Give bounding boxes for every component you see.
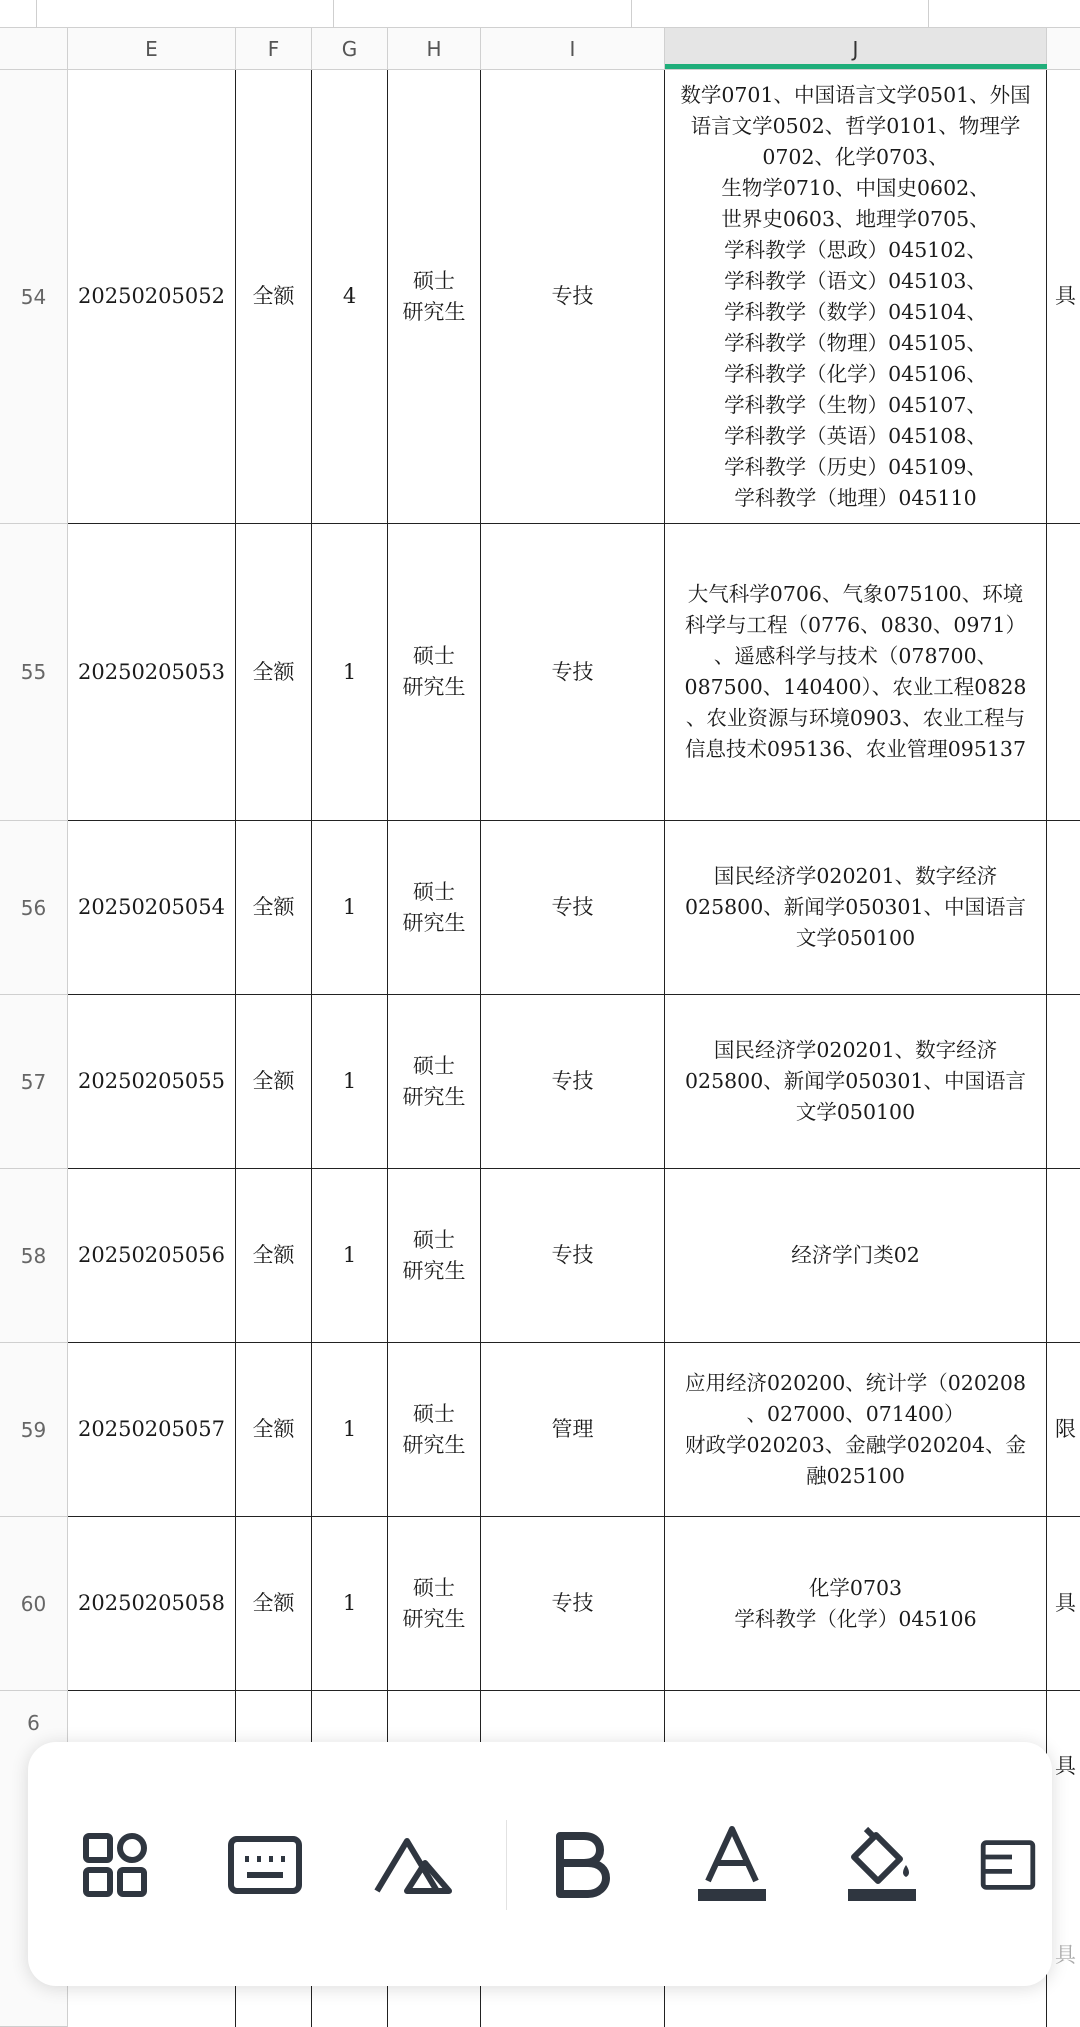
cell-text: 1 <box>342 895 357 919</box>
cell-g[interactable] <box>312 821 388 995</box>
cell-f[interactable] <box>236 1517 312 1691</box>
column-header-g[interactable]: G <box>312 28 388 70</box>
cell-k[interactable] <box>1047 1169 1080 1343</box>
cell-text: 硕士 研究生 <box>402 1053 466 1109</box>
cell-e[interactable] <box>68 995 236 1169</box>
cell-text: 限 <box>1055 1417 1076 1441</box>
cell-e[interactable] <box>68 1169 236 1343</box>
cell-j[interactable] <box>665 995 1047 1169</box>
cell-i[interactable] <box>481 821 665 995</box>
cell-g[interactable] <box>312 1343 388 1517</box>
row-number[interactable]: 57 <box>0 995 68 1169</box>
cell-f[interactable] <box>236 821 312 995</box>
bold-icon[interactable] <box>542 1825 622 1905</box>
cell-text: 全额 <box>252 1591 295 1615</box>
cell-e[interactable] <box>68 1517 236 1691</box>
cell-text: 全额 <box>252 895 295 919</box>
top-cell-border <box>928 0 929 28</box>
cell-text: 专技 <box>551 1069 594 1093</box>
cell-k[interactable] <box>1047 524 1080 821</box>
cell-text: 数学0701、中国语言文学0501、外国 语言文学0502、哲学0101、物理学 0702、化学0703、 生物学0710、中国史0602、 世界史0603、地理学0705、 学科教学（思政）045102、 学科教学（语文）045103、 学科教学（数学）045104、 学科教学（物理）045105、 学科教学（化学）045106、 学科教学（生物）045107、 学科教学（英语）045108、 学科教学（历史）045109、 学科教学（地理）045110 <box>680 82 1031 510</box>
column-header-e[interactable]: E <box>68 28 236 70</box>
cell-text: 专技 <box>551 284 594 308</box>
cell-text: 1 <box>342 1243 357 1267</box>
cell-text: 经济学门类02 <box>791 1243 920 1267</box>
cell-j[interactable] <box>665 821 1047 995</box>
cell-text: 专技 <box>551 895 594 919</box>
cell-h[interactable] <box>388 70 481 524</box>
cell-text: 具 <box>1055 284 1076 308</box>
cell-h[interactable] <box>388 821 481 995</box>
row-number[interactable]: 60 <box>0 1517 68 1691</box>
cell-i[interactable] <box>481 70 665 524</box>
top-cell-border <box>631 0 632 28</box>
cell-f[interactable] <box>236 1343 312 1517</box>
cell-h[interactable] <box>388 995 481 1169</box>
column-header-i[interactable]: I <box>481 28 665 70</box>
cell-h[interactable] <box>388 1169 481 1343</box>
cell-j[interactable] <box>665 1169 1047 1343</box>
cell-i[interactable] <box>481 995 665 1169</box>
cell-text: 国民经济学020201、数字经济 025800、新闻学050301、中国语言 文学050100 <box>684 1038 1026 1124</box>
row-number[interactable]: 6 <box>0 1691 68 2027</box>
cell-text: 专技 <box>551 659 594 684</box>
cell-k[interactable] <box>1047 821 1080 995</box>
column-header-f[interactable]: F <box>236 28 312 70</box>
cell-text: 专技 <box>551 1591 594 1615</box>
cell-text: 20250205055 <box>78 1069 225 1093</box>
cell-h[interactable] <box>388 1517 481 1691</box>
cell-text: 20250205057 <box>78 1417 225 1441</box>
cell-j[interactable] <box>665 70 1047 524</box>
cell-text: 20250205053 <box>78 659 225 684</box>
select-all-corner[interactable] <box>0 28 68 70</box>
column-header-h[interactable]: H <box>388 28 481 70</box>
cell-f[interactable] <box>236 1169 312 1343</box>
cell-i[interactable] <box>481 1343 665 1517</box>
cell-j[interactable] <box>665 524 1047 821</box>
cell-text: 1 <box>342 659 357 684</box>
cell-text: 全额 <box>252 1243 295 1267</box>
top-cell-border <box>333 0 334 28</box>
cell-text: 硕士 研究生 <box>402 644 466 699</box>
keyboard-icon[interactable] <box>225 1825 305 1905</box>
row-number[interactable]: 54 <box>0 70 68 524</box>
cell-text: 硕士 研究生 <box>402 1575 466 1631</box>
cell-text: 全额 <box>252 1417 295 1441</box>
column-header-j[interactable]: J <box>665 28 1047 70</box>
cell-h[interactable] <box>388 1343 481 1517</box>
cell-text: 具 <box>1055 1754 1076 1778</box>
cell-k[interactable] <box>1047 995 1080 1169</box>
cell-text: 20250205052 <box>78 284 225 308</box>
row-number[interactable]: 56 <box>0 821 68 995</box>
cell-g[interactable] <box>312 1169 388 1343</box>
cell-text: 全额 <box>252 1069 295 1093</box>
cell-text: 化学0703 学科教学（化学）045106 <box>734 1575 977 1631</box>
cell-k[interactable] <box>1047 70 1080 524</box>
cell-g[interactable] <box>312 1517 388 1691</box>
cell-text: 1 <box>342 1069 357 1093</box>
column-header-k[interactable] <box>1047 28 1080 70</box>
cell-text: 硕士 研究生 <box>402 268 466 324</box>
cell-text: 20250205056 <box>78 1243 225 1267</box>
cell-f[interactable] <box>236 995 312 1169</box>
cell-i[interactable] <box>481 1169 665 1343</box>
format-cell-icon[interactable] <box>980 1825 1036 1905</box>
cell-text: 20250205054 <box>78 895 225 919</box>
cell-k[interactable] <box>1047 1343 1080 1517</box>
cell-j[interactable] <box>665 1343 1047 1517</box>
cell-h[interactable] <box>388 524 481 821</box>
cell-text: 国民经济学020201、数字经济 025800、新闻学050301、中国语言 文学050100 <box>684 864 1026 950</box>
row-number[interactable]: 58 <box>0 1169 68 1343</box>
cell-g[interactable] <box>312 524 388 821</box>
cell-text: 4 <box>342 284 357 308</box>
cell-e[interactable] <box>68 821 236 995</box>
fill-color-icon[interactable] <box>842 1825 922 1905</box>
cell-e[interactable] <box>68 524 236 821</box>
cell-text: 20250205058 <box>78 1591 225 1615</box>
cell-text: 硕士 研究生 <box>402 1227 466 1283</box>
top-row-divider <box>0 0 1080 28</box>
cell-text: 专技 <box>551 1243 594 1267</box>
cell-text: 硕士 研究生 <box>402 1401 466 1457</box>
top-cell-border <box>36 0 37 28</box>
cell-i[interactable] <box>481 524 665 821</box>
apps-grid-icon[interactable] <box>75 1825 155 1905</box>
cell-k[interactable] <box>1047 1517 1080 1691</box>
cell-e[interactable] <box>68 70 236 524</box>
cell-text: 全额 <box>252 659 295 684</box>
active-column-indicator <box>665 64 1047 69</box>
cell-text: 具 <box>1055 1591 1076 1615</box>
cell-text: 全额 <box>252 284 295 308</box>
cell-text: 管理 <box>551 1417 594 1441</box>
cell-f[interactable] <box>236 70 312 524</box>
cell-text: 硕士 研究生 <box>402 879 466 935</box>
row-number[interactable]: 59 <box>0 1343 68 1517</box>
font-color-icon[interactable] <box>692 1825 772 1905</box>
clear-format-icon[interactable] <box>373 1825 453 1905</box>
cell-g[interactable] <box>312 70 388 524</box>
cell-i[interactable] <box>481 1517 665 1691</box>
toolbar-separator <box>506 1820 507 1910</box>
row-number[interactable]: 55 <box>0 524 68 821</box>
cell-text: 具 <box>1055 1943 1076 1967</box>
cell-text: 1 <box>342 1591 357 1615</box>
cell-e[interactable] <box>68 1343 236 1517</box>
cell-f[interactable] <box>236 524 312 821</box>
cell-text: 应用经济020200、统计学（020208 、027000、071400） 财政学020203、金融学020204、金 融025100 <box>684 1370 1026 1488</box>
cell-g[interactable] <box>312 995 388 1169</box>
cell-j[interactable] <box>665 1517 1047 1691</box>
cell-text: 大气科学0706、气象075100、环境 科学与工程（0776、0830、0971） 、遥感科学与技术（078700、 087500、140400）、农业工程0828 、农业资源与环境0903、农业工程与 信息技术095136、农业管理095137 <box>684 582 1027 761</box>
cell-text: 1 <box>342 1417 357 1441</box>
